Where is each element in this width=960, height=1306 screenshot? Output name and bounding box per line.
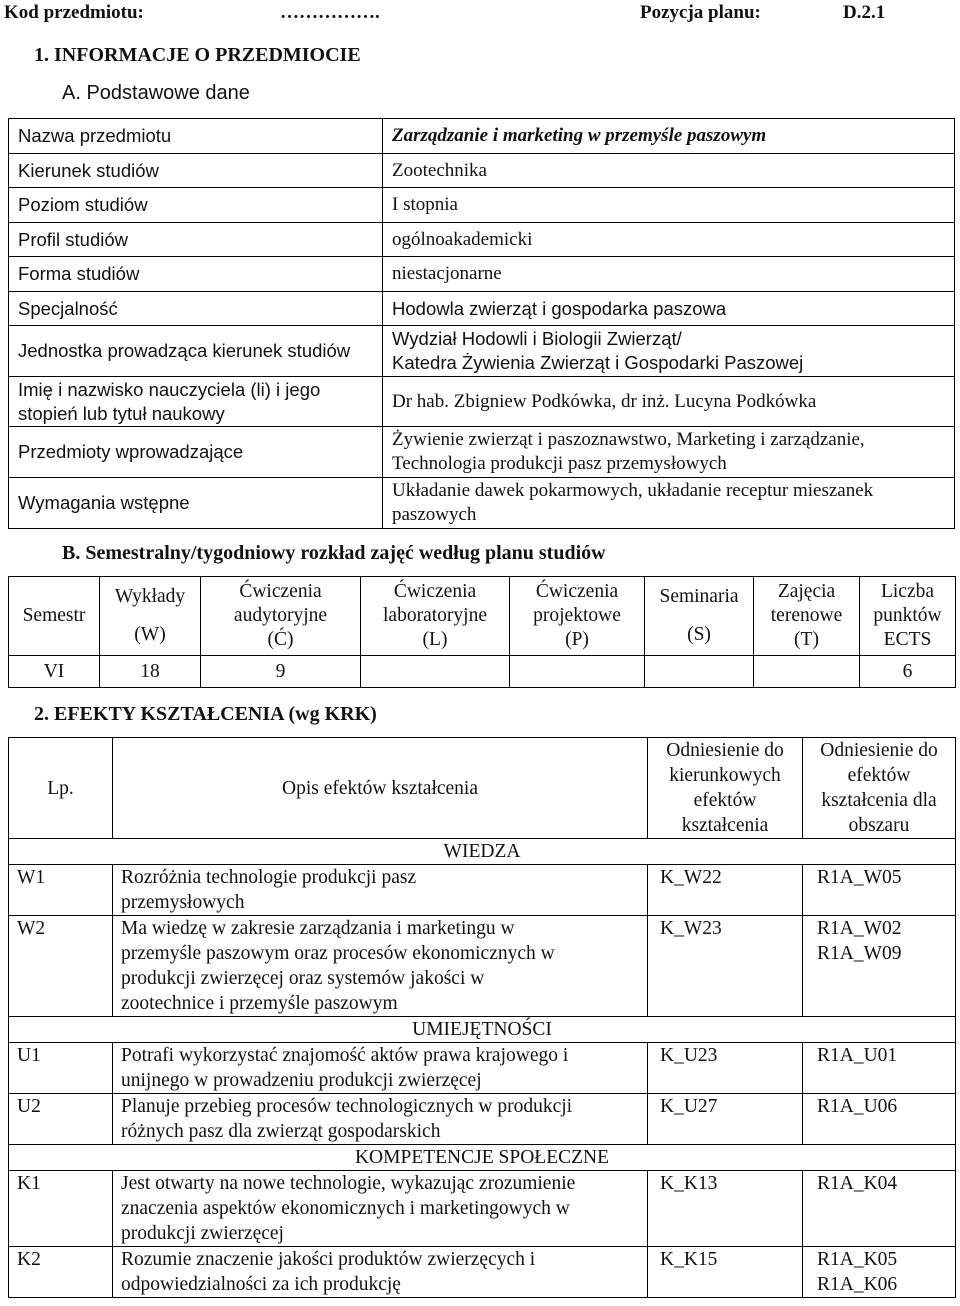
opis-line: przemyśle paszowym oraz procesów ekonomicznych w [121,943,555,964]
header-line: Ćwiczenia [393,581,477,602]
header-line: efektów [693,790,757,811]
obsz-line: R1A_K06 [817,1274,898,1295]
section-row-wiedza [9,839,956,865]
lp-cell: K1 [9,1171,113,1247]
opis-line: znaczenia aspektów ekonomicznych i marketingowych w [121,1198,570,1219]
header-line: kształcenia dla [821,790,937,811]
label-cell [9,377,383,427]
header-line: efektów [847,765,911,786]
header-line: ECTS [883,629,932,650]
opis-line: unijnego w prowadzeniu produkcji zwierzęcej [121,1070,482,1091]
obsz-cell: R1A_W05 [803,865,956,916]
opis-cell [113,1171,648,1247]
table-row [9,188,955,223]
header-line: (L) [422,629,448,650]
schedule-data-row [9,656,956,688]
schedule-table [8,576,956,688]
obsz-cell: R1A_K04 [803,1171,956,1247]
value-line: Technologia produkcji pasz przemysłowych [392,453,727,474]
value-cell: Zootechnika [383,154,955,188]
section-row-kompetencje [9,1145,956,1171]
label-cell: Wymagania wstępne [9,478,383,529]
cell-s [645,656,754,688]
header-zaj-ter [754,577,860,656]
header-obszar [803,738,956,839]
label-cell: Kierunek studiów [9,154,383,188]
lp-cell: U1 [9,1043,113,1094]
header-seminaria [645,577,754,656]
table-row [9,257,955,292]
header-line: Odniesienie do [820,740,938,761]
header-line: Seminaria [659,586,739,607]
opis-line: Rozróżnia technologie produkcji pasz [121,867,417,888]
table-row [9,865,956,916]
table-row [9,1247,956,1298]
lp-cell: W2 [9,916,113,1017]
value-line: Katedra Żywienia Zwierząt i Gospodarki Paszowej [392,352,804,373]
table-row [9,1094,956,1145]
kod-value: ……………. [280,2,380,23]
label-cell: Profil studiów [9,223,383,257]
header-semestr: Semestr [9,577,100,656]
table-row [9,326,955,377]
opis-cell [113,865,648,916]
header-line: (S) [687,624,711,645]
opis-line: odpowiedzialności za ich produkcję [121,1274,401,1295]
subsection-b-title: B. Semestralny/tygodniowy rozkład zajęć według planu studiów [62,542,606,564]
header-line: Zajęcia [777,581,836,602]
label-line: stopień lub tytuł naukowy [18,402,225,424]
section-wiedza: WIEDZA [9,839,956,865]
opis-line: zootechnice i przemyśle paszowym [121,993,398,1014]
obsz-cell: R1A_U01 [803,1043,956,1094]
table-row [9,292,955,326]
opis-line: produkcji zwierzęcej oraz systemów jakości w [121,968,485,989]
document-header [0,2,960,26]
header-lp: Lp. [9,738,113,839]
table-row [9,119,955,154]
obsz-line: R1A_W09 [817,943,902,964]
section-1-title: 1. INFORMACJE O PRZEDMIOCIE [34,44,361,66]
obsz-cell: R1A_U06 [803,1094,956,1145]
value-cell: ogólnoakademicki [383,223,955,257]
table-row [9,478,955,529]
opis-line: Planuje przebieg procesów technologicznych w produkcji [121,1096,573,1117]
value-cell: Dr hab. Zbigniew Podkówka, dr inż. Lucyna Podkówka [383,377,955,427]
value-cell: Zarządzanie i marketing w przemyśle paszowym [383,119,955,154]
obsz-cell [803,1247,956,1298]
obsz-line: R1A_W02 [817,918,902,939]
lp-cell: W1 [9,865,113,916]
opis-line: produkcji zwierzęcej [121,1223,284,1244]
header-line: (W) [134,624,166,645]
lp-cell: U2 [9,1094,113,1145]
header-cw-lab [361,577,510,656]
cell-semestr: VI [9,656,100,688]
section-row-umiejetnosci [9,1017,956,1043]
table-row [9,1171,956,1247]
cell-t [754,656,860,688]
value-line: Wydział Hodowli i Biologii Zwierząt/ [392,328,682,349]
header-line: (T) [794,629,819,650]
opis-cell [113,1094,648,1145]
table-row [9,223,955,257]
header-line: punktów [873,605,942,626]
subsection-a-title: A. Podstawowe dane [62,82,250,104]
effects-table [8,737,956,1298]
label-cell: Forma studiów [9,257,383,292]
header-line: Wykłady [114,586,186,607]
header-line: Ćwiczenia [535,581,619,602]
value-line: Żywienie zwierząt i paszoznawstwo, Marketing i zarządzanie, [392,429,865,450]
label-cell: Specjalność [9,292,383,326]
effects-header-row [9,738,956,839]
opis-line: Rozumie znaczenie jakości produktów zwierzęcych i [121,1249,536,1270]
label-cell: Przedmioty wprowadzające [9,427,383,478]
cell-c: 9 [201,656,361,688]
cell-w: 18 [100,656,201,688]
header-line: audytoryjne [233,605,328,626]
lp-cell: K2 [9,1247,113,1298]
header-line: laboratoryjne [383,605,487,626]
header-line: Liczba [880,581,935,602]
opis-cell [113,916,648,1017]
opis-line: przemysłowych [121,892,245,913]
value-cell [383,478,955,529]
schedule-header-row [9,577,956,656]
table-row [9,916,956,1017]
header-line: Ćwiczenia [239,581,322,602]
value-cell: niestacjonarne [383,257,955,292]
value-cell [383,326,955,377]
header-line: Odniesienie do [666,740,784,761]
opis-line: Potrafi wykorzystać znajomość aktów prawa krajowego i [121,1045,569,1066]
kier-cell: K_W22 [648,865,803,916]
section-umiejetnosci: UMIEJĘTNOŚCI [9,1017,956,1043]
obsz-line: R1A_K05 [817,1249,898,1270]
kier-cell: K_U27 [648,1094,803,1145]
section-kompetencje: KOMPETENCJE SPOŁECZNE [9,1145,956,1171]
label-cell: Jednostka prowadząca kierunek studiów [9,326,383,377]
label-line: Imię i nazwisko nauczyciela (li) i jego [18,378,321,400]
cell-p [510,656,645,688]
value-line: Układanie dawek pokarmowych, układanie receptur mieszanek [392,480,874,501]
kier-cell: K_W23 [648,916,803,1017]
header-line: terenowe [770,605,843,626]
kier-cell: K_U23 [648,1043,803,1094]
header-cw-proj [510,577,645,656]
opis-line: Jest otwarty na nowe technologie, wykazując zrozumienie [121,1173,576,1194]
header-opis: Opis efektów kształcenia [113,738,648,839]
opis-cell [113,1043,648,1094]
pozycja-label: Pozycja planu: [640,2,761,23]
header-cw-aud [201,577,361,656]
header-line: obszaru [848,815,910,836]
table-row [9,1043,956,1094]
kod-label: Kod przedmiotu: [4,2,144,23]
value-line: paszowych [392,504,477,525]
kier-cell: K_K15 [648,1247,803,1298]
header-wyklady [100,577,201,656]
header-ects [860,577,956,656]
table-row [9,154,955,188]
label-cell: Poziom studiów [9,188,383,223]
header-line: (P) [565,629,589,650]
cell-l [361,656,510,688]
table-row [9,427,955,478]
header-line: kierunkowych [669,765,781,786]
header-line: (Ć) [267,629,294,650]
value-cell: Hodowla zwierząt i gospodarka paszowa [383,292,955,326]
header-line: kształcenia [681,815,769,836]
pozycja-value: D.2.1 [843,2,886,23]
header-line: projektowe [533,605,621,626]
section-2-title: 2. EFEKTY KSZTAŁCENIA (wg KRK) [34,703,377,725]
header-kierunkowe [648,738,803,839]
kier-cell: K_K13 [648,1171,803,1247]
opis-line: Ma wiedzę w zakresie zarządzania i marketingu w [121,918,515,939]
cell-ects: 6 [860,656,956,688]
opis-cell [113,1247,648,1298]
value-cell [383,427,955,478]
label-cell: Nazwa przedmiotu [9,119,383,154]
opis-line: różnych pasz dla zwierząt gospodarskich [121,1121,441,1142]
table-row [9,377,955,427]
obsz-cell [803,916,956,1017]
basic-data-table [8,118,955,529]
value-cell: I stopnia [383,188,955,223]
